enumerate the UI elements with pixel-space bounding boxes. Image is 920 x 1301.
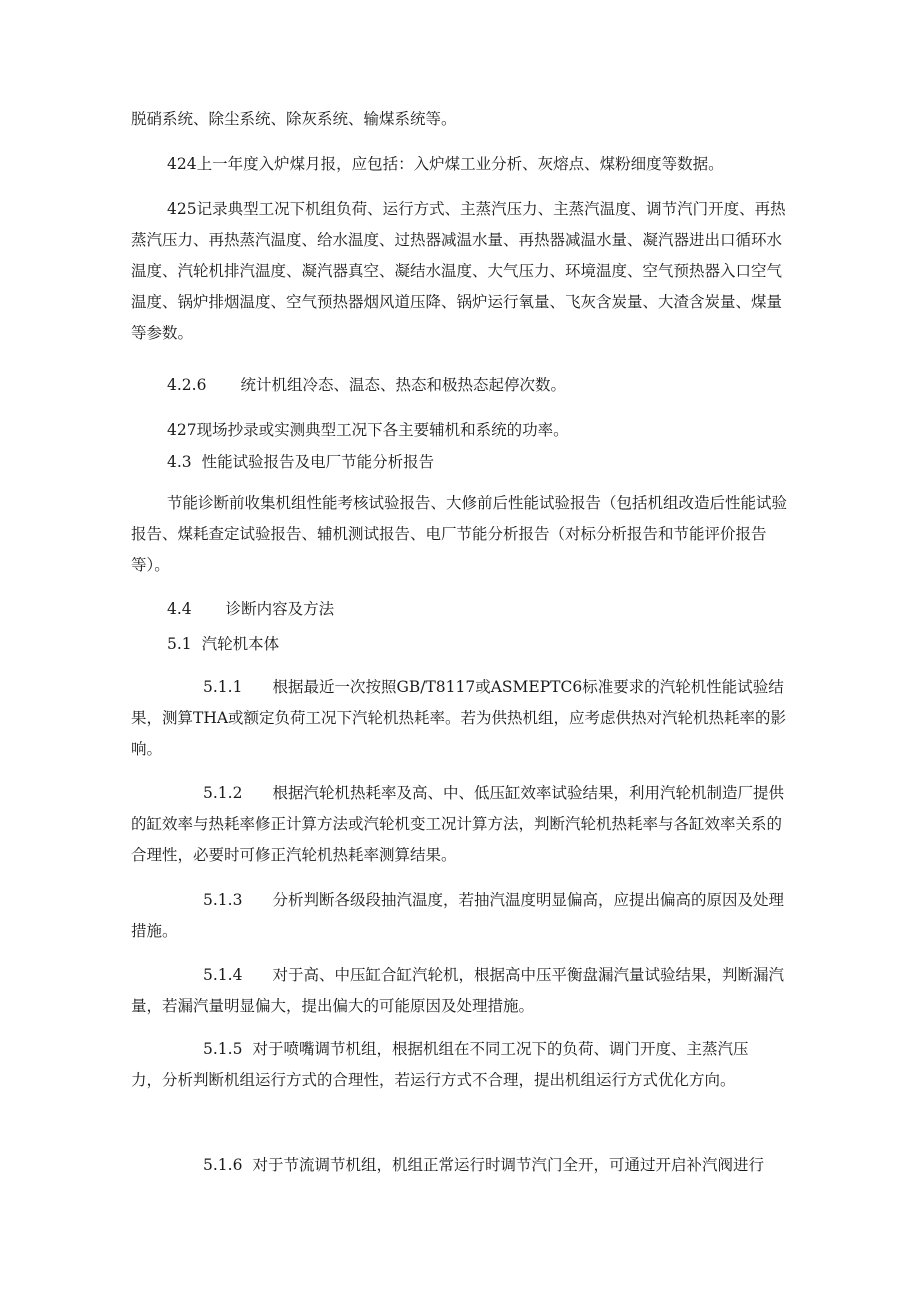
heading-5-1 xyxy=(131,629,791,660)
section-number: 4.2.6 xyxy=(167,376,207,394)
paragraph-4-2-5: 425记录典型工况下机组负荷、运行方式、主蒸汽压力、主蒸汽温度、调节汽门开度、再热蒸汽压力、再热蒸汽温度、给水温度、过热器减温水量、再热器减温水量、凝汽器进出口循环水温度、汽轮机排汽温度、凝汽器真空、凝结水温度、大气压力、环境温度、空气预热器入口空气温度、锅炉排烟温度、空气预热器烟风道压降、锅炉运行氧量、飞灰含炭量、大渣含炭量、煤量等参数。 xyxy=(131,200,786,342)
section-number: 4.4 xyxy=(167,600,192,618)
paragraph-text: 对于节流调节机组，机组正常运行时调节汽门全开，可通过开启补汽阀进行 xyxy=(252,1156,764,1174)
paragraph-reports: 节能诊断前收集机组性能考核试验报告、大修前后性能试验报告（包括机组改造后性能试验报告、煤耗查定试验报告、辅机测试报告、电厂节能分析报告（对标分析报告和节能评价报告等）。 xyxy=(131,494,788,574)
section-number: 5.1.2 xyxy=(203,784,243,802)
paragraph-4-2-4: 424上一年度入炉煤月报，应包括：入炉煤工业分析、灰熔点、煤粉细度等数据。 xyxy=(167,155,724,173)
paragraph-4-2-7: 427现场抄录或实测典型工况下各主要辅机和系统的功率。 xyxy=(167,421,569,439)
paragraph-5-1-5 xyxy=(131,1034,767,1096)
paragraph-text: 对于高、中压缸合缸汽轮机，根据高中压平衡盘漏汽量试验结果，判断漏汽量，若漏汽量明显偏大，提出偏大的可能原因及处理措施。 xyxy=(131,966,784,1015)
heading-4-4 xyxy=(131,594,791,625)
heading-4-3 xyxy=(131,447,791,478)
paragraph-4-2-6 xyxy=(131,370,791,401)
heading-text: 诊断内容及方法 xyxy=(225,600,335,618)
section-number: 5.1.3 xyxy=(203,891,243,909)
paragraph-text: 对于喷嘴调节机组，根据机组在不同工况下的负荷、调门开度、主蒸汽压力，分析判断机组运行方式的合理性，若运行方式不合理，提出机组运行方式优化方向。 xyxy=(131,1040,749,1089)
paragraph-5-1-2 xyxy=(131,778,791,871)
paragraph-text: 统计机组冷态、温态、热态和极热态起停次数。 xyxy=(240,376,566,394)
paragraph-5-1-6 xyxy=(131,1150,791,1181)
section-number: 5.1.1 xyxy=(203,678,243,696)
section-number: 5.1 xyxy=(167,635,192,653)
section-number: 4.3 xyxy=(167,453,192,471)
paragraph-5-1-4 xyxy=(131,960,791,1022)
paragraph-5-1-1 xyxy=(131,672,791,765)
paragraph-text: 根据汽轮机热耗率及高、中、低压缸效率试验结果，利用汽轮机制造厂提供的缸效率与热耗率修正计算方法或汽轮机变工况计算方法，判断汽轮机热耗率与各缸效率关系的合理性，必要时可修正汽轮机热耗率测算结果。 xyxy=(131,784,784,864)
paragraph-text: 根据最近一次按照GB/T8117或ASMEPTC6标准要求的汽轮机性能试验结果，测算THA或额定负荷工况下汽轮机热耗率。若为供热机组，应考虑供热对汽轮机热耗率的影响。 xyxy=(131,678,787,758)
section-number: 5.1.4 xyxy=(203,966,243,984)
paragraph-systems-continued: 脱硝系统、除尘系统、除灰系统、输煤系统等。 xyxy=(131,110,457,128)
paragraph-text: 分析判断各级段抽汽温度，若抽汽温度明显偏高，应提出偏高的原因及处理措施。 xyxy=(131,891,784,940)
heading-text: 汽轮机本体 xyxy=(201,635,280,653)
section-number: 5.1.6 xyxy=(203,1156,243,1174)
paragraph-5-1-3 xyxy=(131,885,791,947)
heading-text: 性能试验报告及电厂节能分析报告 xyxy=(201,453,435,471)
section-number: 5.1.5 xyxy=(203,1040,243,1058)
